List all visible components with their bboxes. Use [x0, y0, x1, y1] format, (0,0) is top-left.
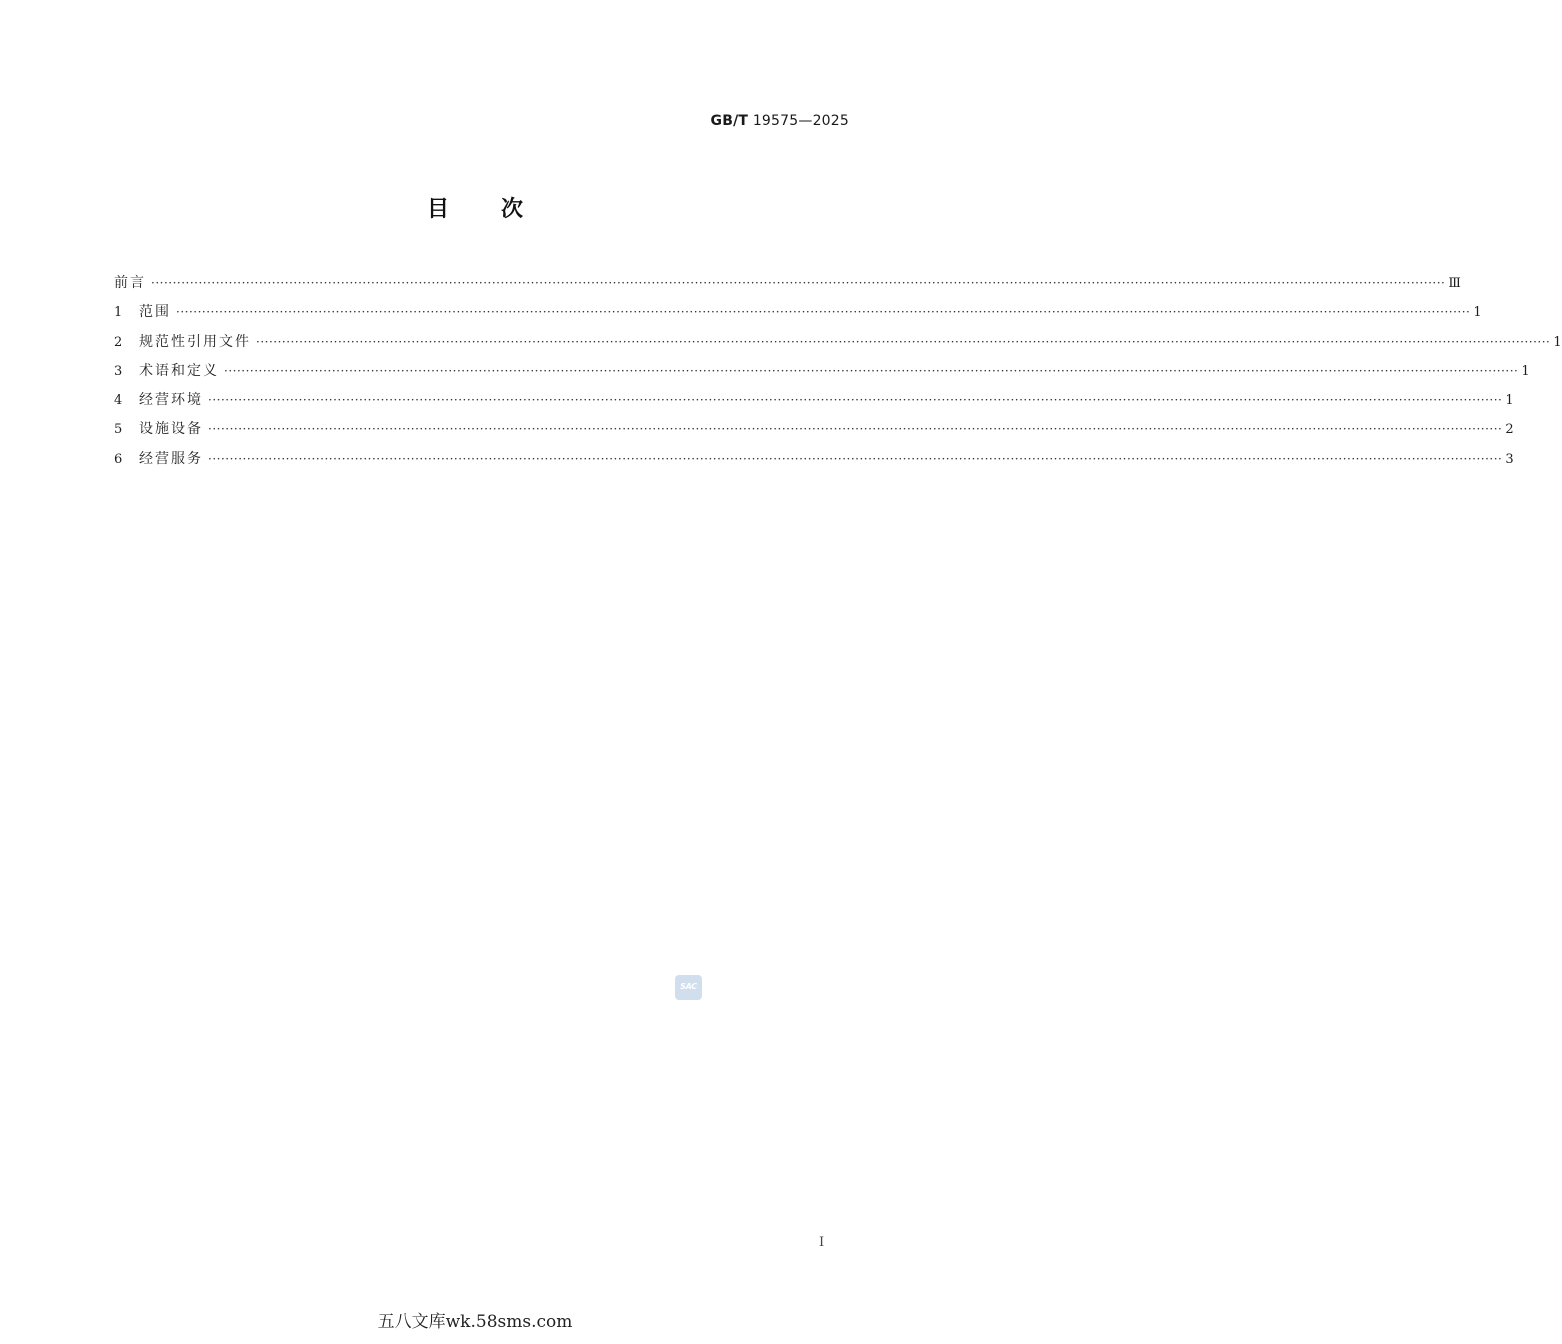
sac-watermark-logo: [675, 975, 702, 1000]
toc-leader-dots: ············································································································································································································································································································: [208, 393, 1503, 408]
toc-leader-dots: ············································································································································································································································································································: [208, 451, 1503, 466]
toc-entry-number: 1: [114, 305, 123, 321]
toc-leader-dots: ············································································································································································································································································································: [256, 334, 1551, 349]
sac-logo-text: SAC: [680, 982, 697, 991]
toc-entry-business-service[interactable]: [114, 448, 1514, 477]
toc-entry-page: 1: [1505, 393, 1514, 409]
footer-watermark: 五八文库wk.58sms.com: [377, 1312, 573, 1332]
standard-code: [711, 113, 849, 129]
toc-leader-dots: ············································································································································································································································································································: [151, 276, 1446, 290]
toc-entry-page: 1: [1553, 334, 1562, 350]
toc-leader-dots: ············································································································································································································································································································: [176, 305, 1471, 320]
toc-entry-number: 4: [114, 393, 123, 409]
toc-entry-number: 6: [114, 451, 123, 467]
toc-entry-scope[interactable]: [114, 301, 1482, 330]
toc-title-part-2: 次: [501, 197, 524, 222]
toc-entry-page: 1: [1473, 305, 1482, 321]
toc-entry-label: 范围: [139, 304, 171, 321]
toc-entry-terms-definitions[interactable]: [114, 360, 1530, 389]
toc-entry-business-environment[interactable]: [114, 389, 1514, 418]
toc-entry-normative-references[interactable]: [114, 331, 1562, 360]
toc-entry-facilities-equipment[interactable]: [114, 418, 1514, 447]
toc-entry-label: 规范性引用文件: [139, 333, 251, 350]
toc-entry-foreword[interactable]: [114, 272, 1461, 301]
toc-entry-label: 经营环境: [139, 392, 203, 409]
toc-entry-label: 设施设备: [139, 421, 203, 438]
standard-number: 19575—2025: [752, 113, 849, 129]
toc-entry-number: 5: [114, 422, 123, 438]
toc-entry-page: 3: [1505, 451, 1514, 467]
toc-entry-page: Ⅲ: [1448, 276, 1461, 291]
toc-entry-label: 经营服务: [139, 450, 203, 467]
toc-title-part-1: 目: [426, 197, 449, 222]
toc-entry-label: 前言: [114, 275, 146, 291]
toc-entry-label: 术语和定义: [139, 362, 219, 379]
toc-title: [0, 192, 950, 223]
standard-prefix: GB/T: [710, 113, 749, 129]
toc-entry-number: 3: [114, 363, 123, 379]
toc-entry-number: 2: [114, 334, 123, 350]
toc-entry-page: 2: [1505, 422, 1514, 438]
toc-leader-dots: ············································································································································································································································································································: [224, 363, 1519, 378]
page-number: I: [819, 1235, 825, 1250]
toc-leader-dots: ············································································································································································································································································································: [208, 422, 1503, 437]
table-of-contents: [114, 272, 1562, 477]
toc-entry-page: 1: [1521, 363, 1530, 379]
